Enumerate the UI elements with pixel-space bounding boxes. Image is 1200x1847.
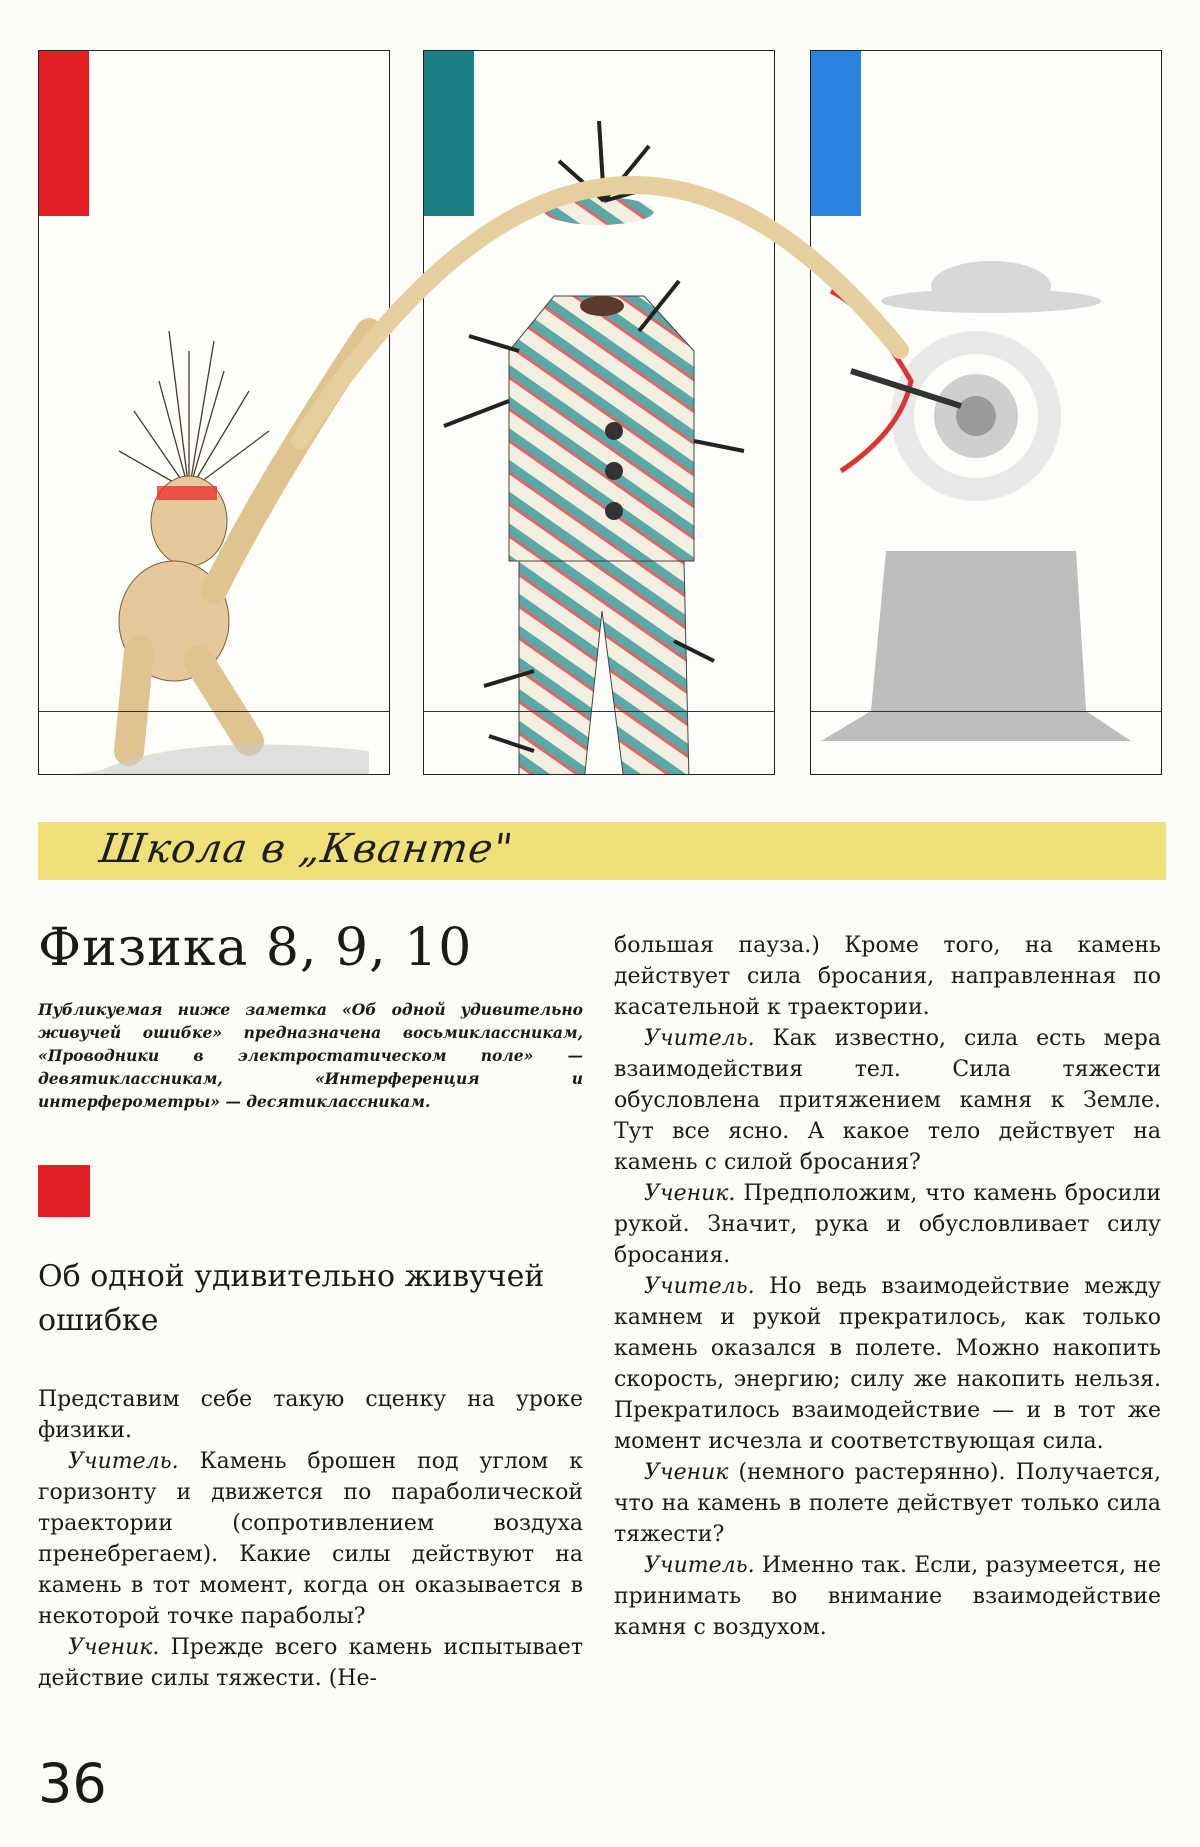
article-title: Об одной удивительно живучей ошибке xyxy=(38,1259,545,1338)
text-column-left xyxy=(38,1384,583,1694)
illustration-panel-thrower xyxy=(38,50,390,775)
paragraph-text: (немного растерянно). Получается, что на камень в полете действует только сила тяжести? xyxy=(614,1460,1161,1547)
paragraph-text: Как известно, сила есть мера взаимодействия тел. Сила тяжести обусловлена притяжением камня к Земле. Тут все ясно. А какое тело действует на камень с силой бросания? xyxy=(614,1026,1161,1175)
paragraph-text: Камень брошен под углом к горизонту и движется по параболической траектории (сопротивлением воздуха пренебрегаем). Какие силы действуют на камень в тот момент, когда он оказывается в некоторой точке параболы? xyxy=(38,1449,583,1629)
section-title: Физика 8, 9, 10 xyxy=(38,918,473,978)
paragraph xyxy=(38,1446,583,1632)
speaker-label: Ученик. xyxy=(644,1181,736,1206)
charged-suit-figure xyxy=(424,51,775,775)
paragraph: Представим себе такую сценку на уроке физики. xyxy=(38,1387,583,1443)
illustration-panel-suit xyxy=(423,50,775,775)
paragraph xyxy=(614,1178,1161,1271)
page-number: 36 xyxy=(38,1752,107,1815)
speaker-label: Ученик. xyxy=(68,1635,160,1660)
paragraph-text: Именно так. Если, разумеется, не принимать во внимание взаимодействие камня с воздухом. xyxy=(614,1553,1161,1640)
floor-line xyxy=(39,711,389,712)
thrower-figure xyxy=(39,51,390,775)
paragraph xyxy=(614,1457,1161,1550)
banner-title: Школа в „Кванте" xyxy=(96,826,517,872)
floor-line xyxy=(811,711,1161,712)
paragraph xyxy=(614,1023,1161,1178)
floor-line xyxy=(424,711,774,712)
speaker-label: Ученик xyxy=(644,1460,729,1485)
target-figure xyxy=(811,51,1162,775)
paragraph xyxy=(614,1271,1161,1457)
speaker-label: Учитель. xyxy=(644,1553,755,1578)
paragraph-text: Предположим, что камень бросили рукой. Значит, рука и обусловливает силу бросания. xyxy=(614,1181,1161,1268)
illustration-panel-target xyxy=(810,50,1162,775)
paragraph xyxy=(614,1550,1161,1643)
paragraph: большая пауза.) Кроме того, на камень действует сила бросания, направленная по касательной к траектории. xyxy=(614,933,1161,1020)
speaker-label: Учитель. xyxy=(644,1026,755,1051)
paragraph xyxy=(38,1632,583,1694)
speaker-label: Учитель. xyxy=(68,1449,179,1474)
red-marker-square xyxy=(38,1165,90,1217)
paragraph-text: Но ведь взаимодействие между камнем и рукой прекратилось, как только камень оказался в полете. Можно накопить скорость, энергию; силу же накопить нельзя. Прекратилось взаимодействие — и в тот же момент исчезла и соответствующая сила. xyxy=(614,1274,1161,1454)
text-column-right xyxy=(614,930,1161,1643)
speaker-label: Учитель. xyxy=(644,1274,755,1299)
paragraph-text: Прежде всего камень испытывает действие силы тяжести. (Не- xyxy=(38,1635,583,1691)
intro-note: Публикуемая ниже заметка «Об одной удивительно живучей ошибке» предназначена восьмиклассникам, «Проводники в электростатическом поле» — девятиклассникам, «Интерференция и интерферометры» — десятиклассникам. xyxy=(38,1000,583,1111)
